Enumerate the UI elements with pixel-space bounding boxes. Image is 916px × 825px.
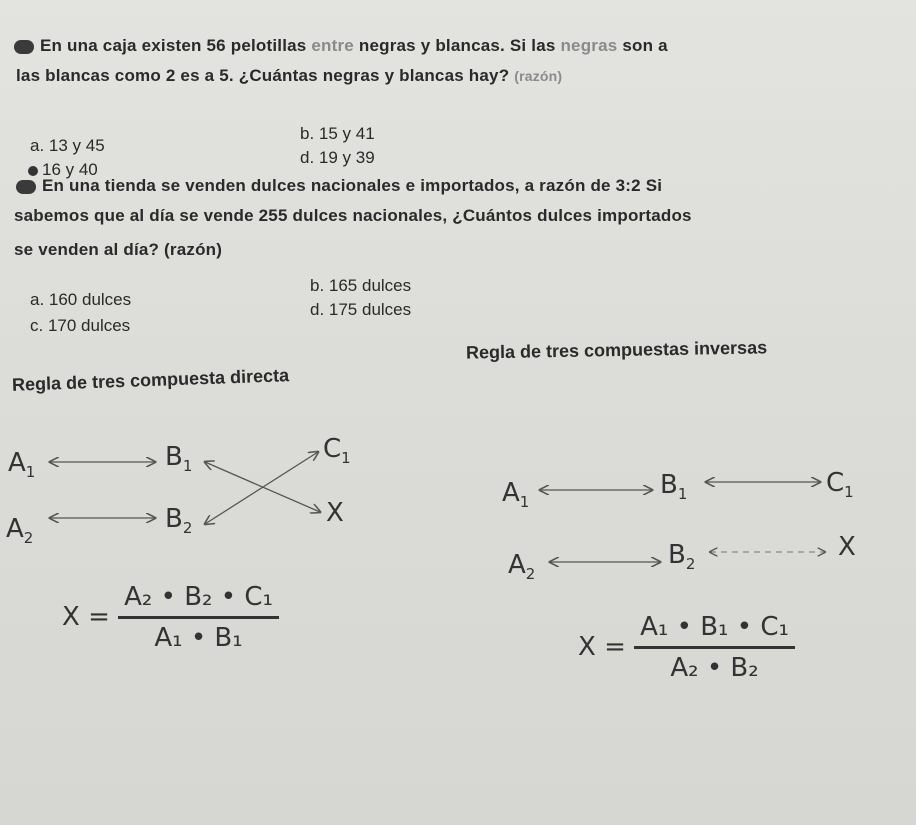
q1-line1-faded: entre <box>311 36 354 55</box>
direct-formula-x: X = <box>62 602 110 632</box>
q2-option-d: d. 175 dulces <box>310 300 412 319</box>
q2-option-b: b. 165 dulces <box>310 276 412 295</box>
direct-a1: $A_1$ <box>8 448 36 482</box>
inverse-numerator: A₁ • B₁ • C₁ <box>634 612 795 649</box>
q2-option-c: c. 170 dulces <box>30 316 131 335</box>
inverse-x: X <box>838 532 856 562</box>
q1-line1-start: En una caja existen 56 pelotillas <box>40 36 307 55</box>
q1-line2-faded: (razón) <box>514 68 563 84</box>
inverse-formula-x: X = <box>578 632 626 662</box>
direct-formula <box>62 582 279 653</box>
direct-b1: $B_1$ <box>165 442 193 476</box>
q2-option-a: a. 160 dulces <box>30 290 132 309</box>
heading-direct-rule: Regla de tres compuesta directa <box>11 365 290 395</box>
inverse-a1: $A_1$ <box>502 478 530 512</box>
inverse-fraction <box>634 612 795 683</box>
inverse-b1: $B_1$ <box>660 470 688 504</box>
q1-line1-tail: son a <box>622 36 668 55</box>
q1-option-a: a. 13 y 45 <box>30 136 105 155</box>
q1-option-c-label: 16 y 40 <box>42 160 98 179</box>
inverse-a2: $A_2$ <box>508 550 536 584</box>
q2-line3: se venden al día? (razón) <box>14 240 223 259</box>
arrow-b2-c1 <box>205 452 318 524</box>
direct-numerator: A₂ • B₂ • C₁ <box>118 582 279 619</box>
inverse-c1: $C_1$ <box>826 468 854 502</box>
q2-line2: sabemos que al día se vende 255 dulces nacionales, ¿Cuántos dulces importados <box>14 206 692 225</box>
direct-b2: $B_2$ <box>165 504 193 538</box>
q1-option-d: d. 19 y 39 <box>300 148 375 167</box>
direct-denominator: A₁ • B₁ <box>154 623 243 653</box>
heading-inverse-rule: Regla de tres compuestas inversas <box>465 337 768 363</box>
inverse-formula <box>578 612 795 683</box>
direct-fraction <box>118 582 279 653</box>
q1-option-b: b. 15 y 41 <box>300 124 375 143</box>
q1-line1-faded2: negras <box>560 36 618 55</box>
direct-x: X <box>326 498 344 528</box>
q1-line2-text: las blancas como 2 es a 5. ¿Cuántas negras y blancas hay? <box>16 66 510 85</box>
inverse-b2: $B_2$ <box>668 540 696 574</box>
direct-a2: $A_2$ <box>6 514 34 548</box>
q2-line1-text: En una tienda se venden dulces nacionales e importados, a razón de 3:2 Si <box>42 176 663 195</box>
inverse-denominator: A₂ • B₂ <box>670 653 759 683</box>
q1-line1-end: negras y blancas. Si las <box>358 36 556 55</box>
direct-c1: $C_1$ <box>323 434 351 468</box>
